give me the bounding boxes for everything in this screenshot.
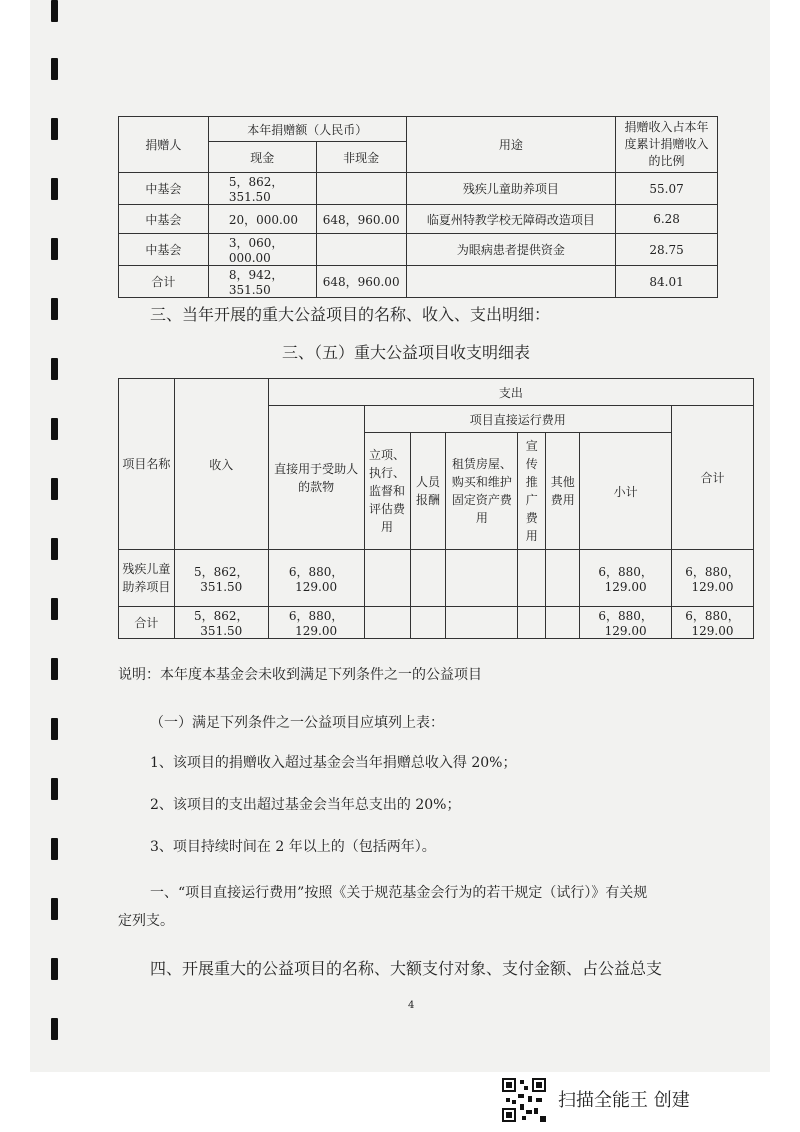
header-total: 合计 [672,406,754,550]
header-expense: 支出 [268,379,753,406]
header-subtotal: 小计 [580,433,672,550]
header-operating: 项目直接运行费用 [364,406,671,433]
binding-holes [51,0,61,1072]
header-staff: 人员报酬 [410,433,446,550]
total-row: 合计 5，862，351.50 6，880，129.00 6，880，129.00 6，880，129.00 [119,607,754,639]
header-cash: 现金 [208,142,316,173]
table-row: 残疾儿童助养项目 5，862，351.50 6，880，129.00 6，880，129.00 6，880，129.00 [119,550,754,607]
header-donor: 捐赠人 [119,117,209,173]
section3-heading: 三、当年开展的重大公益项目的名称、收入、支出明细： [150,305,551,324]
header-non-cash: 非现金 [316,142,406,173]
header-rent: 租赁房屋、购买和维护固定资产费用 [446,433,518,550]
scanner-watermark: 扫描全能王 创建 [558,1090,690,1111]
operating-cost-paragraph-cont: 定列支。 [118,913,174,929]
total-row: 合计 8，942，351.50 648，960.00 84.01 [119,266,718,298]
header-setup-cost: 立项、执行、监督和评估费用 [364,433,410,550]
operating-cost-paragraph: 一、“项目直接运行费用”按照《关于规范基金会行为的若干规定（试行）》有关规 [150,885,648,901]
table-row: 中基会 3，060，000.00 为眼病患者提供资金 28.75 [119,234,718,266]
header-ratio: 捐赠收入占本年度累计捐赠收入的比例 [616,117,718,173]
table-row: 中基会 5，862，351.50 残疾儿童助养项目 55.07 [119,173,718,205]
header-other: 其他费用 [546,433,580,550]
header-amount-group: 本年捐赠额（人民币） [208,117,406,142]
condition-3: 3、项目持续时间在 2 年以上的（包括两年）。 [150,839,436,855]
header-promo: 宣传推广费用 [518,433,546,550]
condition-1: 1、该项目的捐赠收入超过基金会当年捐赠总收入得 20%； [150,755,517,771]
condition-2: 2、该项目的支出超过基金会当年总支出的 20%； [150,797,461,813]
header-purpose: 用途 [406,117,616,173]
qr-code-icon [500,1076,548,1124]
donation-table [118,116,718,298]
table-row: 中基会 20，000.00 648，960.00 临夏州特教学校无障碍改造项目 6.28 [119,205,718,234]
table5-title: 三、（五）重大公益项目收支明细表 [282,343,531,362]
note-text: 说明：本年度本基金会未收到满足下列条件之一的公益项目 [118,667,482,683]
header-direct-aid: 直接用于受助人的款物 [268,406,364,550]
page-number: 4 [408,1000,415,1011]
project-table [118,378,754,639]
header-income: 收入 [174,379,268,550]
condition-intro: （一）满足下列条件之一公益项目应填列上表： [150,715,444,731]
section4-heading: 四、开展重大的公益项目的名称、大额支付对象、支付金额、占公益总支 [150,959,663,978]
header-project-name: 项目名称 [119,379,175,550]
